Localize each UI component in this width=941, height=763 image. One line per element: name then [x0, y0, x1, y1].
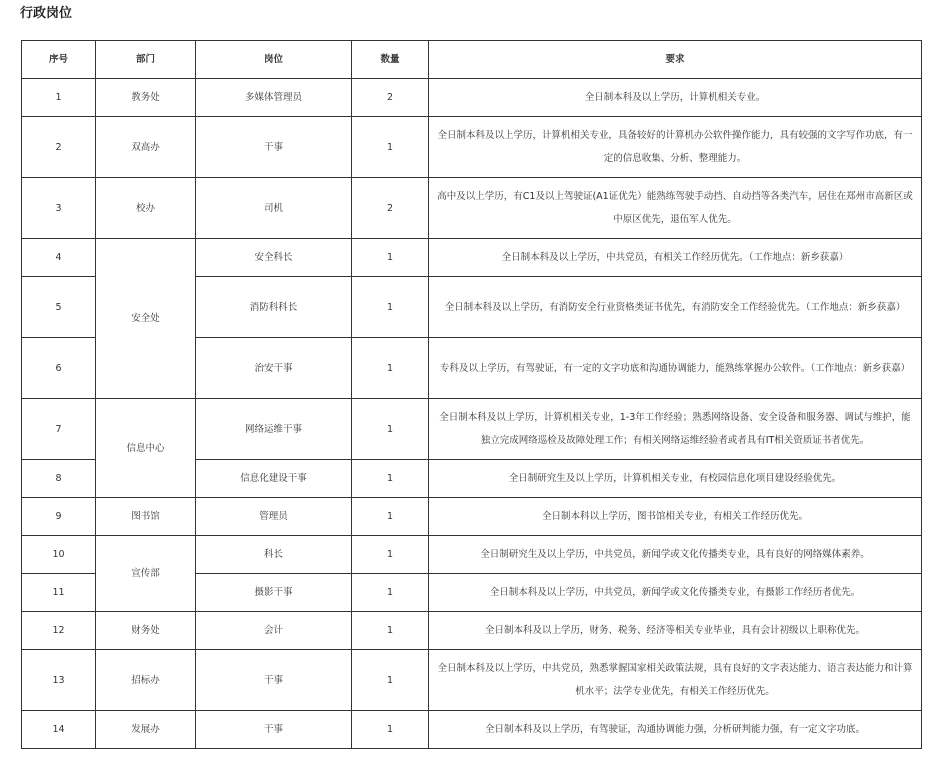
- cell-count: 1: [352, 117, 429, 178]
- cell-count: 2: [352, 79, 429, 117]
- cell-post: 科长: [196, 536, 352, 574]
- cell-req: 专科及以上学历，有驾驶证，有一定的文字功底和沟通协调能力，能熟练掌握办公软件。（工作地点：新乡获嘉）: [429, 338, 922, 399]
- cell-dept: 安全处: [96, 239, 196, 399]
- cell-no: 3: [22, 178, 96, 239]
- cell-count: 2: [352, 178, 429, 239]
- header-count: 数量: [352, 41, 429, 79]
- cell-req: 高中及以上学历，有C1及以上驾驶证(A1证优先）能熟练驾驶手动挡、自动挡等各类汽车，居住在郑州市高新区或中原区优先，退伍军人优先。: [429, 178, 922, 239]
- table-row: [22, 117, 922, 178]
- cell-post: 信息化建设干事: [196, 460, 352, 498]
- cell-dept: 信息中心: [96, 399, 196, 498]
- cell-post: 干事: [196, 117, 352, 178]
- cell-no: 4: [22, 239, 96, 277]
- table-row: [22, 536, 922, 574]
- cell-count: 1: [352, 650, 429, 711]
- cell-post: 摄影干事: [196, 574, 352, 612]
- cell-post: 干事: [196, 711, 352, 749]
- cell-post: 管理员: [196, 498, 352, 536]
- cell-dept: 发展办: [96, 711, 196, 749]
- cell-req: 全日制本科及以上学历，财务、税务、经济等相关专业毕业，具有会计初级以上职称优先。: [429, 612, 922, 650]
- cell-no: 5: [22, 277, 96, 338]
- cell-dept: 双高办: [96, 117, 196, 178]
- header-post: 岗位: [196, 41, 352, 79]
- cell-post: 干事: [196, 650, 352, 711]
- cell-count: 1: [352, 277, 429, 338]
- cell-no: 1: [22, 79, 96, 117]
- table-row: [22, 711, 922, 749]
- header-no: 序号: [22, 41, 96, 79]
- jobs-table: [21, 40, 922, 749]
- cell-post: 司机: [196, 178, 352, 239]
- header-dept: 部门: [96, 41, 196, 79]
- cell-count: 1: [352, 460, 429, 498]
- cell-post: 多媒体管理员: [196, 79, 352, 117]
- cell-req: 全日制本科及以上学历，有消防安全行业资格类证书优先，有消防安全工作经验优先。（工作地点：新乡获嘉）: [429, 277, 922, 338]
- cell-count: 1: [352, 399, 429, 460]
- cell-no: 12: [22, 612, 96, 650]
- table-row: [22, 178, 922, 239]
- cell-dept: 图书馆: [96, 498, 196, 536]
- cell-no: 7: [22, 399, 96, 460]
- cell-dept: 财务处: [96, 612, 196, 650]
- cell-count: 1: [352, 536, 429, 574]
- table-header-row: [22, 41, 922, 79]
- cell-req: 全日制本科及以上学历，中共党员，新闻学或文化传播类专业，有摄影工作经历者优先。: [429, 574, 922, 612]
- cell-count: 1: [352, 711, 429, 749]
- cell-count: 1: [352, 612, 429, 650]
- cell-req: 全日制本科及以上学历，有驾驶证，沟通协调能力强，分析研判能力强，有一定文字功底。: [429, 711, 922, 749]
- cell-count: 1: [352, 338, 429, 399]
- table-row: [22, 650, 922, 711]
- table-row: [22, 612, 922, 650]
- cell-no: 6: [22, 338, 96, 399]
- page-title: 行政岗位: [20, 6, 73, 21]
- cell-dept: 招标办: [96, 650, 196, 711]
- cell-count: 1: [352, 239, 429, 277]
- table-row: [22, 79, 922, 117]
- table-row: [22, 239, 922, 277]
- cell-no: 10: [22, 536, 96, 574]
- cell-no: 2: [22, 117, 96, 178]
- cell-req: 全日制本科及以上学历，计算机相关专业，具备较好的计算机办公软件操作能力，具有较强的文字写作功底，有一定的信息收集、分析、整理能力。: [429, 117, 922, 178]
- cell-no: 8: [22, 460, 96, 498]
- cell-no: 11: [22, 574, 96, 612]
- cell-dept: 宣传部: [96, 536, 196, 612]
- cell-req: 全日制本科及以上学历，中共党员，熟悉掌握国家相关政策法规，具有良好的文字表达能力、语言表达能力和计算机水平；法学专业优先，有相关工作经历优先。: [429, 650, 922, 711]
- cell-dept: 教务处: [96, 79, 196, 117]
- cell-no: 14: [22, 711, 96, 749]
- cell-count: 1: [352, 498, 429, 536]
- cell-req: 全日制研究生及以上学历，计算机相关专业，有校园信息化项目建设经验优先。: [429, 460, 922, 498]
- cell-req: 全日制本科以上学历，图书馆相关专业，有相关工作经历优先。: [429, 498, 922, 536]
- cell-req: 全日制本科及以上学历，计算机相关专业。: [429, 79, 922, 117]
- table-row: [22, 498, 922, 536]
- cell-post: 消防科科长: [196, 277, 352, 338]
- cell-post: 会计: [196, 612, 352, 650]
- cell-count: 1: [352, 574, 429, 612]
- cell-req: 全日制本科及以上学历，计算机相关专业，1-3年工作经验；熟悉网络设备、安全设备和服务器、调试与维护，能独立完成网络巡检及故障处理工作；有相关网络运维经验者或者具有IT相关资质证书者优先。: [429, 399, 922, 460]
- cell-post: 网络运维干事: [196, 399, 352, 460]
- table-row: [22, 399, 922, 460]
- cell-post: 安全科长: [196, 239, 352, 277]
- cell-post: 治安干事: [196, 338, 352, 399]
- cell-dept: 校办: [96, 178, 196, 239]
- cell-req: 全日制本科及以上学历，中共党员，有相关工作经历优先。（工作地点：新乡获嘉）: [429, 239, 922, 277]
- cell-no: 13: [22, 650, 96, 711]
- cell-req: 全日制研究生及以上学历，中共党员，新闻学或文化传播类专业，具有良好的网络媒体素养。: [429, 536, 922, 574]
- cell-no: 9: [22, 498, 96, 536]
- header-req: 要求: [429, 41, 922, 79]
